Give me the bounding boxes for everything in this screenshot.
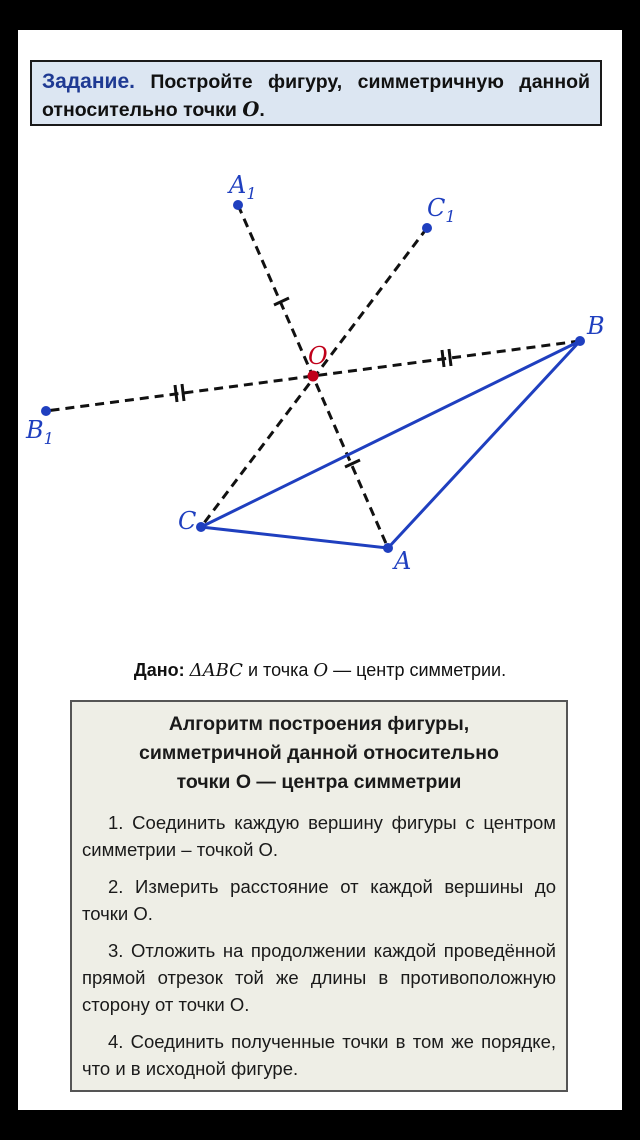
symmetry-diagram (18, 30, 622, 650)
tick-mark-ob-a (442, 350, 444, 367)
label-b: B (587, 312, 605, 340)
given-point: O (313, 660, 329, 681)
given-statement (18, 660, 622, 681)
given-mid: и точка (247, 660, 309, 680)
label-c: C (178, 507, 197, 535)
task-text: Постройте фигуру, симметричную данной относительно точки (42, 71, 590, 121)
label-c1: $C_1$ (427, 194, 456, 226)
algorithm-title (82, 710, 556, 797)
label-b1: $B_1$ (26, 416, 54, 448)
tick-mark-ob-b (449, 349, 451, 366)
algorithm-title-line: точки O — центра симметрии (176, 771, 462, 793)
point-b1 (41, 406, 51, 416)
algorithm-box (70, 700, 568, 1092)
algorithm-step-4: 4. Соединить полученные точки в том же порядке, что и в исходной фигуре. (82, 1031, 556, 1079)
label-a: A (394, 547, 412, 575)
task-label: Задание. (42, 70, 135, 93)
task-point: O (242, 98, 260, 121)
algorithm-step-3: 3. Отложить на продолжении каждой проведённой прямой отрезок той же длины в противоположную сторону от точки O. (82, 940, 556, 1015)
label-o: O (308, 342, 328, 370)
task-period: . (259, 99, 265, 121)
point-c (196, 522, 206, 532)
given-label: Дано: (133, 660, 185, 680)
label-a1: $A_1$ (229, 171, 257, 203)
tick-mark-ob1-a (175, 385, 177, 402)
point-b (575, 336, 585, 346)
triangle-abc (201, 341, 580, 548)
algorithm-title-line: Алгоритм построения фигуры, (168, 713, 470, 735)
given-dash: — (333, 660, 352, 680)
center-point-o (308, 371, 319, 382)
algorithm-step-2: 2. Измерить расстояние от каждой вершины до точки O. (82, 876, 556, 924)
given-triangle: ΔABC (189, 660, 243, 681)
algorithm-title-line: симметричной данной относительно (139, 742, 499, 764)
slide (18, 30, 622, 1110)
point-a1 (233, 200, 243, 210)
tick-mark-oa (345, 460, 360, 467)
given-rest: центр симметрии. (356, 660, 507, 680)
tick-mark-ob1-b (182, 384, 184, 401)
point-a (383, 543, 393, 553)
algorithm-step-1: 1. Соединить каждую вершину фигуры с центром симметрии – точкой O. (82, 812, 556, 860)
point-c1 (422, 223, 432, 233)
